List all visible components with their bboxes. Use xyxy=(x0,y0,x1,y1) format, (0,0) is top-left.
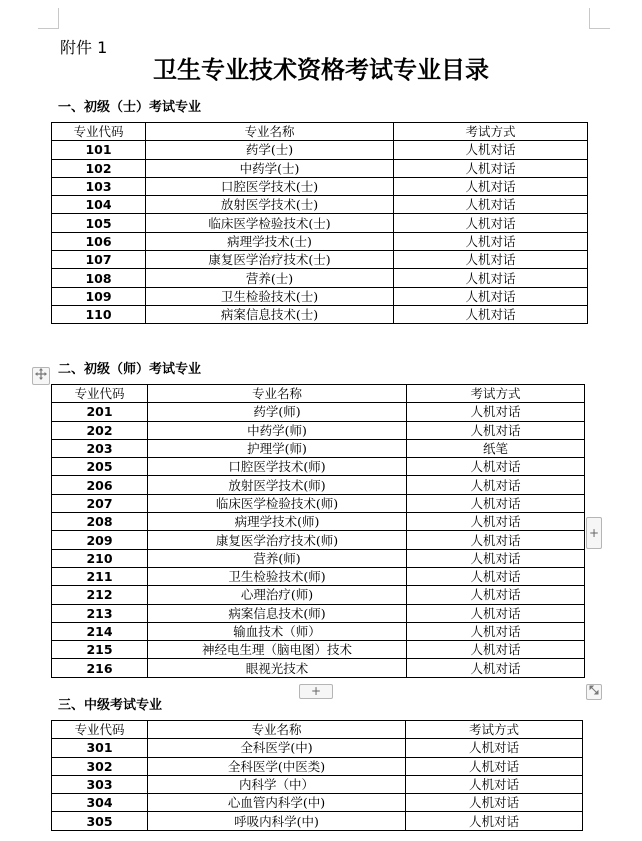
header-name: 专业名称 xyxy=(148,385,407,403)
table-row xyxy=(52,269,588,287)
table-row xyxy=(52,604,585,622)
cell-code: 302 xyxy=(52,757,148,775)
cell-mode: 人机对话 xyxy=(394,287,588,305)
cell-mode: 人机对话 xyxy=(394,196,588,214)
header-mode: 考试方式 xyxy=(407,385,585,403)
cell-name: 呼吸内科学(中) xyxy=(148,812,406,830)
cell-name: 病理学技术(士) xyxy=(146,232,394,250)
cell-code: 102 xyxy=(52,159,146,177)
cell-mode: 人机对话 xyxy=(407,567,585,585)
table-row xyxy=(52,232,588,250)
add-column-button[interactable]: + xyxy=(586,517,602,549)
cell-mode: 人机对话 xyxy=(407,659,585,677)
cell-mode: 人机对话 xyxy=(407,458,585,476)
table-row xyxy=(52,177,588,195)
table-row xyxy=(52,494,585,512)
cell-mode: 人机对话 xyxy=(394,177,588,195)
cell-mode: 人机对话 xyxy=(407,531,585,549)
table-junior-teacher xyxy=(51,384,585,678)
move-icon[interactable] xyxy=(32,367,50,385)
table-junior-shi xyxy=(51,122,588,324)
cell-name: 眼视光技术 xyxy=(148,659,407,677)
cell-code: 206 xyxy=(52,476,148,494)
section-heading-junior-shi-teacher: 二、初级（师）考试专业 xyxy=(58,362,202,377)
cell-code: 214 xyxy=(52,622,148,640)
table-header-row xyxy=(52,385,585,403)
cell-mode: 人机对话 xyxy=(407,586,585,604)
page-title: 卫生专业技术资格考试专业目录 xyxy=(153,55,489,84)
cell-code: 107 xyxy=(52,251,146,269)
move-arrows-icon xyxy=(35,368,47,380)
cell-name: 临床医学检验技术(师) xyxy=(148,494,407,512)
cell-name: 放射医学技术(士) xyxy=(146,196,394,214)
cell-code: 208 xyxy=(52,513,148,531)
table-row xyxy=(52,739,583,757)
header-code: 专业代码 xyxy=(52,721,148,739)
cell-mode: 人机对话 xyxy=(406,739,583,757)
cell-code: 213 xyxy=(52,604,148,622)
table-row xyxy=(52,251,588,269)
cell-code: 110 xyxy=(52,305,146,323)
table-intermediate xyxy=(51,720,583,831)
cell-code: 109 xyxy=(52,287,146,305)
cell-mode: 人机对话 xyxy=(394,141,588,159)
cell-code: 209 xyxy=(52,531,148,549)
table-row xyxy=(52,476,585,494)
table-header-row xyxy=(52,721,583,739)
cell-mode: 人机对话 xyxy=(394,159,588,177)
cell-mode: 人机对话 xyxy=(394,305,588,323)
resize-arrows-icon xyxy=(589,685,599,695)
cell-name: 护理学(师) xyxy=(148,439,407,457)
cell-name: 营养(士) xyxy=(146,269,394,287)
table-row xyxy=(52,305,588,323)
table-row xyxy=(52,196,588,214)
cell-mode: 人机对话 xyxy=(394,251,588,269)
cell-code: 305 xyxy=(52,812,148,830)
cell-code: 212 xyxy=(52,586,148,604)
cell-name: 中药学(士) xyxy=(146,159,394,177)
header-code: 专业代码 xyxy=(52,385,148,403)
cell-code: 108 xyxy=(52,269,146,287)
cell-mode: 人机对话 xyxy=(407,421,585,439)
cell-name: 神经电生理（脑电图）技术 xyxy=(148,641,407,659)
cell-code: 304 xyxy=(52,794,148,812)
cell-name: 药学(师) xyxy=(148,403,407,421)
cell-code: 202 xyxy=(52,421,148,439)
cell-mode: 人机对话 xyxy=(394,269,588,287)
table-row xyxy=(52,531,585,549)
cell-name: 营养(师) xyxy=(148,549,407,567)
cell-code: 203 xyxy=(52,439,148,457)
table-row xyxy=(52,439,585,457)
cell-name: 口腔医学技术(师) xyxy=(148,458,407,476)
table-row xyxy=(52,757,583,775)
cell-code: 215 xyxy=(52,641,148,659)
table-row xyxy=(52,141,588,159)
cell-name: 康复医学治疗技术(师) xyxy=(148,531,407,549)
cell-name: 口腔医学技术(士) xyxy=(146,177,394,195)
cell-code: 303 xyxy=(52,775,148,793)
header-mode: 考试方式 xyxy=(406,721,583,739)
table-row xyxy=(52,659,585,677)
table-row xyxy=(52,775,583,793)
cell-code: 207 xyxy=(52,494,148,512)
cell-mode: 人机对话 xyxy=(407,549,585,567)
add-row-button[interactable]: + xyxy=(299,684,333,699)
cell-name: 输血技术（师） xyxy=(148,622,407,640)
cell-name: 心血管内科学(中) xyxy=(148,794,406,812)
cell-code: 205 xyxy=(52,458,148,476)
cell-code: 103 xyxy=(52,177,146,195)
table-row xyxy=(52,159,588,177)
cell-name: 放射医学技术(师) xyxy=(148,476,407,494)
cell-mode: 人机对话 xyxy=(406,794,583,812)
cell-code: 106 xyxy=(52,232,146,250)
cell-code: 105 xyxy=(52,214,146,232)
cell-name: 药学(士) xyxy=(146,141,394,159)
cell-mode: 纸笔 xyxy=(407,439,585,457)
cell-mode: 人机对话 xyxy=(407,641,585,659)
section-heading-intermediate: 三、中级考试专业 xyxy=(58,698,163,713)
cell-mode: 人机对话 xyxy=(406,812,583,830)
table-row xyxy=(52,287,588,305)
cell-code: 216 xyxy=(52,659,148,677)
cell-name: 病理学技术(师) xyxy=(148,513,407,531)
section-heading-junior-shi: 一、初级（士）考试专业 xyxy=(58,100,202,115)
header-name: 专业名称 xyxy=(146,123,394,141)
cell-code: 301 xyxy=(52,739,148,757)
table-row xyxy=(52,641,585,659)
cell-mode: 人机对话 xyxy=(406,775,583,793)
cell-mode: 人机对话 xyxy=(394,232,588,250)
header-code: 专业代码 xyxy=(52,123,146,141)
cell-mode: 人机对话 xyxy=(407,476,585,494)
table-row xyxy=(52,458,585,476)
cell-mode: 人机对话 xyxy=(394,214,588,232)
cell-name: 中药学(师) xyxy=(148,421,407,439)
cell-mode: 人机对话 xyxy=(407,513,585,531)
cell-code: 201 xyxy=(52,403,148,421)
cell-name: 卫生检验技术(师) xyxy=(148,567,407,585)
resize-icon[interactable] xyxy=(586,684,602,700)
cell-name: 心理治疗(师) xyxy=(148,586,407,604)
table-row xyxy=(52,622,585,640)
table-row xyxy=(52,549,585,567)
cell-name: 全科医学(中医类) xyxy=(148,757,406,775)
cell-name: 临床医学检验技术(士) xyxy=(146,214,394,232)
cell-mode: 人机对话 xyxy=(407,622,585,640)
table-row xyxy=(52,567,585,585)
table-row xyxy=(52,421,585,439)
table-row xyxy=(52,586,585,604)
cell-name: 病案信息技术(师) xyxy=(148,604,407,622)
cell-name: 病案信息技术(士) xyxy=(146,305,394,323)
table-row xyxy=(52,214,588,232)
cell-code: 101 xyxy=(52,141,146,159)
table-row xyxy=(52,794,583,812)
table-row xyxy=(52,812,583,830)
header-mode: 考试方式 xyxy=(394,123,588,141)
cell-code: 211 xyxy=(52,567,148,585)
cell-mode: 人机对话 xyxy=(407,403,585,421)
cell-mode: 人机对话 xyxy=(407,604,585,622)
cell-name: 卫生检验技术(士) xyxy=(146,287,394,305)
table-row xyxy=(52,403,585,421)
page-corner-mark-top-left xyxy=(38,8,59,29)
header-name: 专业名称 xyxy=(148,721,406,739)
cell-name: 内科学（中） xyxy=(148,775,406,793)
table-row xyxy=(52,513,585,531)
cell-code: 104 xyxy=(52,196,146,214)
cell-mode: 人机对话 xyxy=(406,757,583,775)
cell-code: 210 xyxy=(52,549,148,567)
table-header-row xyxy=(52,123,588,141)
cell-name: 全科医学(中) xyxy=(148,739,406,757)
cell-mode: 人机对话 xyxy=(407,494,585,512)
cell-name: 康复医学治疗技术(士) xyxy=(146,251,394,269)
page-corner-mark-top-right xyxy=(589,8,610,29)
attachment-label: 附件 1 xyxy=(60,38,108,57)
